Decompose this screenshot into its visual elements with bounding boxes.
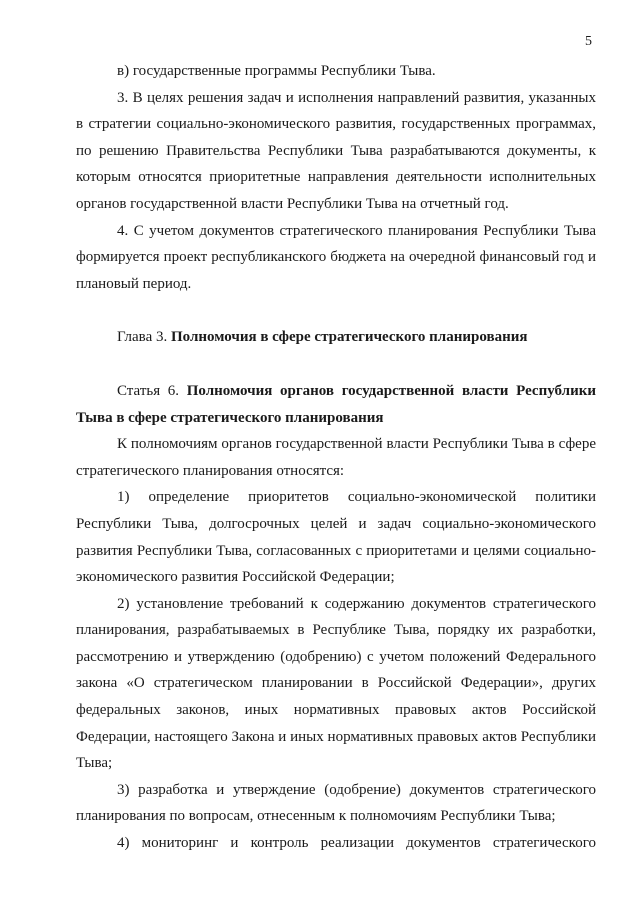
article-item-2: 2) установление требований к содержанию документов стратегического планирования, разрабатываемых в Республике Тыва, порядку их разработки, рассмотрению и утверждению (одобрению) с учетом положений Федерального закона «О стратегическом планировании в Российской Федерации», других федеральных законов, иных нормативных правовых актов Российской Федерации, настоящего Закона и иных нормативных правовых актов Республики Тыва; [76, 595, 596, 772]
article-item-1: 1) определение приоритетов социально-экономической политики Республики Тыва, долгосрочных целей и задач социально-экономического развития Республики Тыва, согласованных с приоритетами и целями социально-экономического развития Российской Федерации; [76, 489, 596, 586]
article-intro: К полномочиям органов государственной власти Республики Тыва в сфере стратегического планирования относятся: [76, 436, 596, 479]
chapter-heading [76, 324, 596, 351]
article-item-3: 3) разработка и утверждение (одобрение) документов стратегического планирования по вопросам, отнесенным к полномочиям Республики Тыва; [76, 781, 596, 825]
paragraph-programs: в) государственные программы Республики Тыва. [117, 63, 436, 79]
chapter-prefix: Глава 3. [117, 329, 168, 346]
paragraph-4: 4. С учетом документов стратегического планирования Республики Тыва формируется проект республиканского бюджета на очередной финансовый год и плановый период. [76, 222, 596, 292]
article-title: Полномочия органов государственной власти Республики Тыва в сфере стратегического планирования [76, 382, 597, 426]
article-heading [76, 378, 596, 431]
page-number: 5 [585, 34, 592, 49]
document-body [76, 58, 596, 857]
article-prefix: Статья 6. [117, 382, 180, 399]
article-item-4: 4) мониторинг и контроль реализации документов стратегического [117, 835, 596, 852]
paragraph-3: 3. В целях решения задач и исполнения направлений развития, указанных в стратегии социально-экономического развития, государственных программах, по решению Правительства Республики Тыва разрабатываются документы, к которым относятся приоритетные направления деятельности исполнительных органов государственной власти Республики Тыва на отчетный год. [76, 89, 596, 212]
chapter-title: Полномочия в сфере стратегического планирования [170, 329, 528, 346]
